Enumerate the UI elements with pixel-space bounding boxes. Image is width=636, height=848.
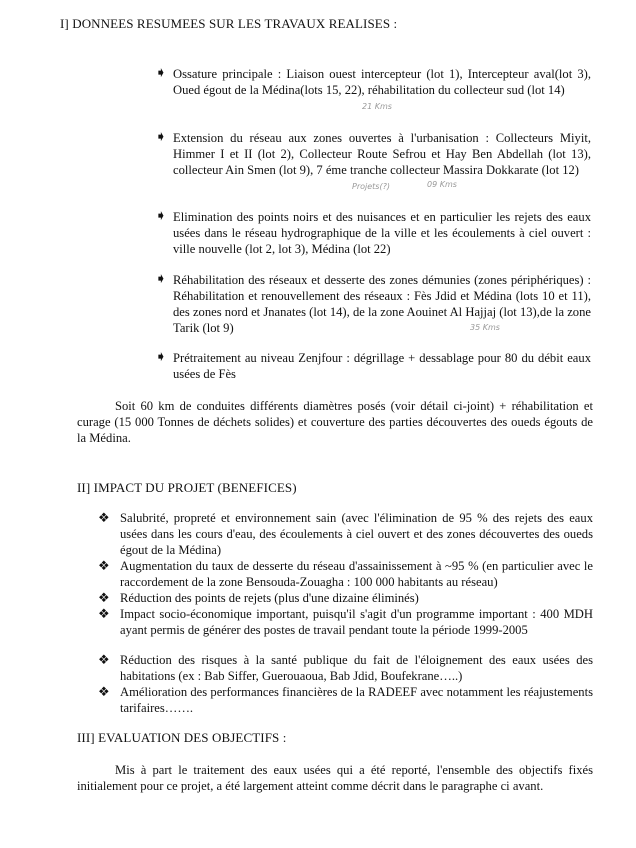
handwritten-note: 21 Kms xyxy=(362,102,392,111)
work-item-1 xyxy=(155,66,591,98)
impact-item-text: Impact socio-économique important, puisqu'il s'agit d'un programme important : 400 MDH ayant permis de générer des postes de travail pendant toute la période 1999-2005 xyxy=(120,607,593,637)
work-item-3 xyxy=(155,209,591,257)
arrow-bullet-icon: ➧ xyxy=(155,130,167,145)
work-item-text: Réhabilitation des réseaux et desserte des zones démunies (zones périphériques) : Réhabilitation et renouvellement des réseaux : Fès Jdid et Médina (lots 10 et 11), des zones nord et Jnanates (lot 14), de la zone Aouinet Al Hajjaj (lot 13),de la zone Tarik (lot 9) xyxy=(173,273,591,335)
impact-item-2 xyxy=(98,558,593,590)
handwritten-note: 09 Kms xyxy=(427,180,457,189)
impact-item-text: Amélioration des performances financières de la RADEEF avec notamment les réajustements tarifaires……. xyxy=(120,685,593,715)
diamond-bullet-icon: ❖ xyxy=(98,684,110,699)
section-2-title: II] IMPACT DU PROJET (BENEFICES) xyxy=(77,480,297,495)
work-item-text: Prétraitement au niveau Zenjfour : dégrillage + dessablage pour 80 du débit eaux usées de Fès xyxy=(173,351,591,381)
impact-item-text: Réduction des risques à la santé publique du fait de l'éloignement des eaux usées des habitations (ex : Bab Siffer, Guerouaoua, Bab Jdid, Boufekrane…..) xyxy=(120,653,593,683)
arrow-bullet-icon: ➧ xyxy=(155,272,167,287)
diamond-bullet-icon: ❖ xyxy=(98,606,110,621)
arrow-bullet-icon: ➧ xyxy=(155,209,167,224)
work-item-5 xyxy=(155,350,591,382)
work-item-text: Extension du réseau aux zones ouvertes à l'urbanisation : Collecteurs Miyit, Himmer I et II (lot 2), Collecteur Route Sefrou et Hay Ben Abdellah (lot 13), collecteur Ain Smen (lot 9), 7 éme tranche collecteur Massira Dokkarate (lot 12) xyxy=(173,131,591,177)
work-item-text: Elimination des points noirs et des nuisances et en particulier les rejets des eaux usées dans le réseau hydrographique de la ville et les écoulements à ciel ouvert : ville nouvelle (lot 2, lot 3), Médina (lot 22) xyxy=(173,210,591,256)
impact-item-text: Réduction des points de rejets (plus d'une dizaine éliminés) xyxy=(120,591,419,605)
impact-item-text: Augmentation du taux de desserte du réseau d'assainissement à ~95 % (en particulier avec le raccordement de la zone Bensouda-Zouagha : 100 000 habitants au réseau) xyxy=(120,559,593,589)
work-item-4 xyxy=(155,272,591,336)
impact-item-5 xyxy=(98,652,593,684)
handwritten-note: 35 Kms xyxy=(470,323,500,332)
section-3-title: III] EVALUATION DES OBJECTIFS : xyxy=(77,730,287,745)
work-item-2 xyxy=(155,130,591,178)
diamond-bullet-icon: ❖ xyxy=(98,510,110,525)
diamond-bullet-icon: ❖ xyxy=(98,590,110,605)
impact-item-1 xyxy=(98,510,593,558)
diamond-bullet-icon: ❖ xyxy=(98,558,110,573)
summary-paragraph: Soit 60 km de conduites différents diamètres posés (voir détail ci-joint) + réhabilitation et curage (15 000 Tonnes de déchets solides) et couverture des parties découvertes des oueds égouts de la Médina. xyxy=(77,399,593,445)
impact-item-text: Salubrité, propreté et environnement sain (avec l'élimination de 95 % des rejets des eaux usées dans les cours d'eau, des écoulements à ciel ouvert et des zones découvertes des oueds égout de la Médina) xyxy=(120,511,593,557)
handwritten-note: Projets(?) xyxy=(352,182,390,191)
arrow-bullet-icon: ➧ xyxy=(155,350,167,365)
impact-item-3 xyxy=(98,590,593,606)
section-1-title: I] DONNEES RESUMEES SUR LES TRAVAUX REALISES : xyxy=(60,16,398,31)
work-item-text: Ossature principale : Liaison ouest intercepteur (lot 1), Intercepteur aval(lot 3), Oued égout de la Médina(lots 15, 22), réhabilitation du collecteur sud (lot 14) xyxy=(173,67,591,97)
arrow-bullet-icon: ➧ xyxy=(155,66,167,81)
impact-item-6 xyxy=(98,684,593,716)
evaluation-paragraph: Mis à part le traitement des eaux usées qui a été reporté, l'ensemble des objectifs fixés initialement pour ce projet, a été largement atteint comme décrit dans le paragraphe ci avant. xyxy=(77,763,593,793)
diamond-bullet-icon: ❖ xyxy=(98,652,110,667)
impact-item-4 xyxy=(98,606,593,638)
